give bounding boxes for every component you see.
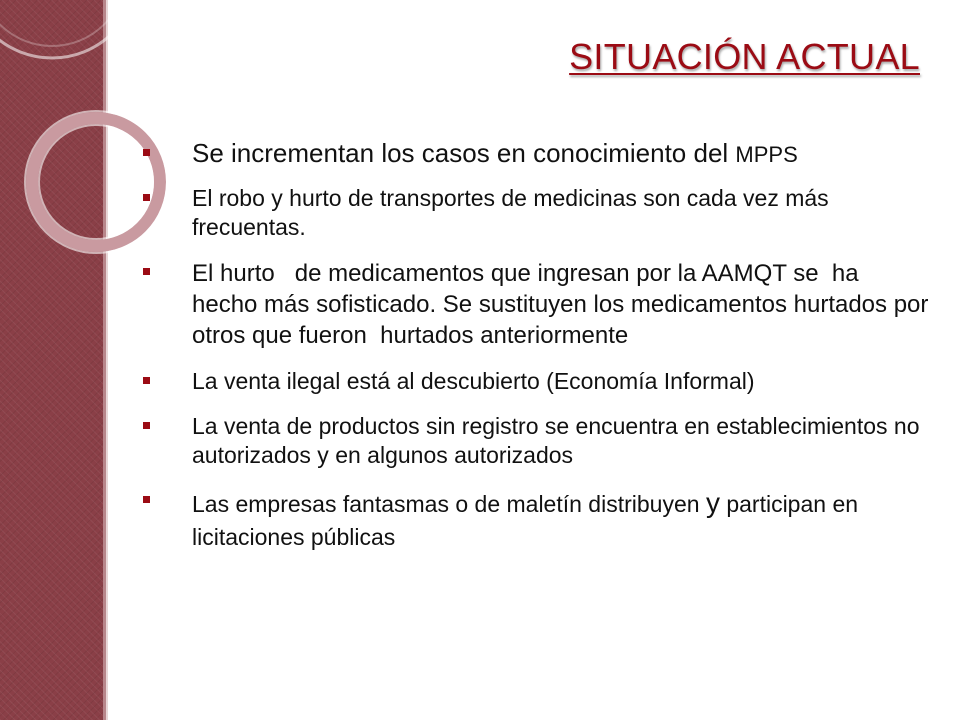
- square-bullet-icon: [143, 377, 150, 384]
- bullet-text: El hurto de medicamentos que ingresan por la AAMQT se ha hecho más sofisticado. Se sustituyen los medicamentos hurtados por otros que fueron hurtados anteriormente: [192, 260, 936, 349]
- bullet-item: [140, 486, 930, 554]
- bullet-text: Las empresas fantasmas o de maletín distribuyen: [192, 491, 700, 517]
- slide-title: SITUACIÓN ACTUAL: [569, 36, 920, 77]
- square-bullet-icon: [143, 496, 150, 503]
- square-bullet-icon: [143, 422, 150, 429]
- bullet-list: [140, 138, 936, 570]
- bullet-item: [140, 258, 936, 351]
- bullet-text-abbreviation: MPPS: [735, 142, 798, 167]
- bullet-text-continuation: participan en licitaciones públicas: [192, 491, 859, 550]
- bullet-text: El robo y hurto de transportes de medicinas son cada vez más frecuentas.: [192, 185, 829, 240]
- bullet-text: Se incrementan los casos en conocimiento del: [192, 138, 729, 168]
- bullet-text-word: y: [705, 487, 720, 518]
- bullet-text: La venta ilegal está al descubierto (Economía Informal): [192, 368, 755, 394]
- bullet-item: [140, 367, 930, 396]
- square-bullet-icon: [143, 149, 150, 156]
- square-bullet-icon: [143, 268, 150, 275]
- square-bullet-icon: [143, 194, 150, 201]
- bullet-item: [140, 184, 930, 242]
- decorative-ring-lower-inner: [39, 125, 153, 239]
- bullet-text: La venta de productos sin registro se encuentra en establecimientos no autorizados y en algunos autorizados: [192, 413, 920, 468]
- bullet-item: [140, 138, 930, 170]
- bullet-item: [140, 412, 930, 470]
